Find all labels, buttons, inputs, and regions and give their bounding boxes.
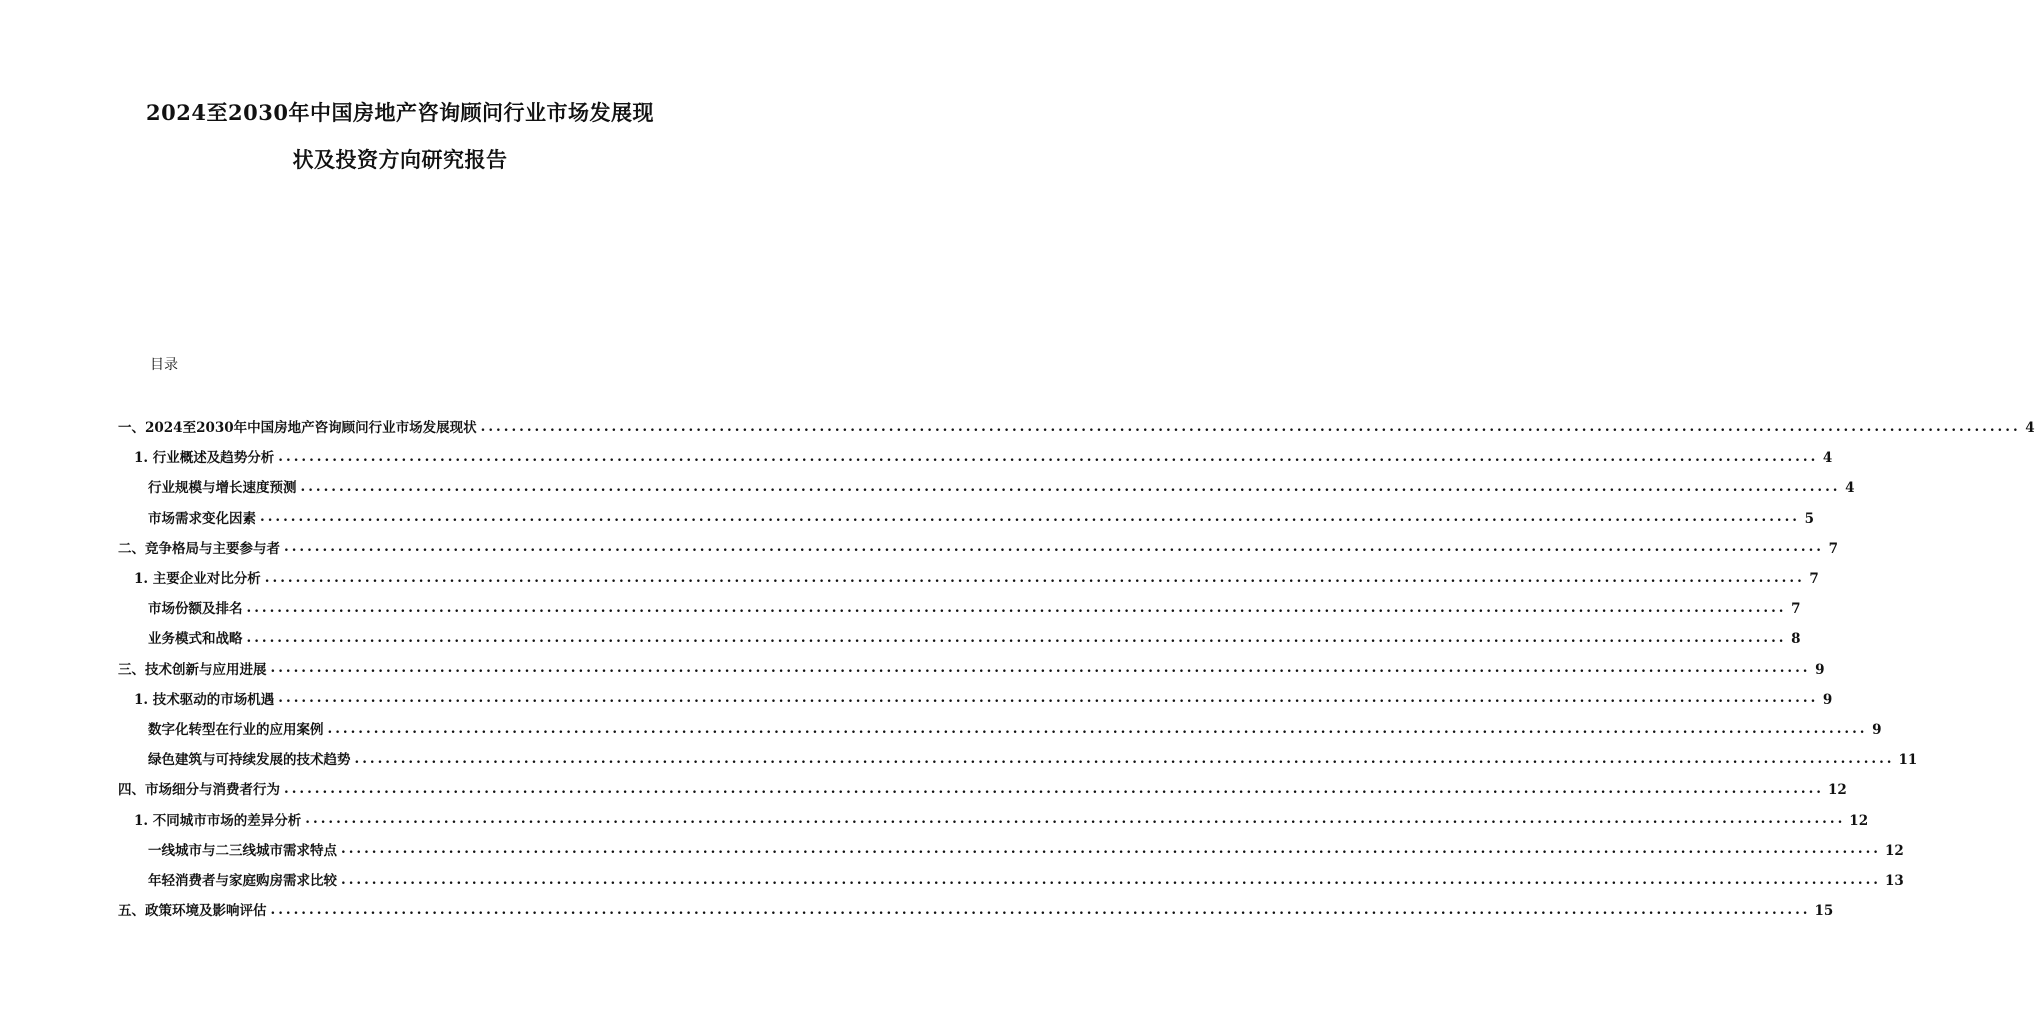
toc-entry-label: 一线城市与二三线城市需求特点 (148, 842, 337, 859)
toc-entry-page: 7 (1791, 601, 1801, 618)
toc-leader-dots: ........................................................................................................................................................................................................ (341, 841, 1881, 858)
toc-entry-page: 9 (1815, 661, 1825, 678)
toc-entry[interactable] (118, 535, 1838, 557)
toc-leader-dots: ........................................................................................................................................................................................................ (246, 629, 1787, 646)
toc-leader-dots: ........................................................................................................................................................................................................ (278, 448, 1819, 465)
toc-heading: 目录 (150, 357, 178, 373)
toc-leader-dots: ........................................................................................................................................................................................................ (354, 750, 1895, 767)
toc-entry[interactable] (134, 686, 1833, 708)
toc-entry-page: 9 (1872, 722, 1882, 738)
toc-entry[interactable] (148, 867, 1904, 889)
toc-entry[interactable] (148, 625, 1801, 648)
toc-leader-dots: ........................................................................................................................................................................................................ (260, 509, 1800, 526)
toc-entry[interactable] (148, 474, 1855, 497)
toc-entry[interactable] (148, 716, 1882, 738)
toc-entry-label: 数字化转型在行业的应用案例 (148, 722, 324, 738)
toc-entry-page: 4 (1845, 480, 1855, 497)
toc-entry-label: 五、政策环境及影响评估 (118, 903, 267, 920)
toc-entry-page: 4 (2025, 420, 2035, 436)
toc-leader-dots: ........................................................................................................................................................................................................ (327, 720, 1868, 737)
toc-entry-label: 1. 不同城市市场的差异分析 (134, 812, 302, 829)
toc-entry[interactable] (148, 746, 1918, 769)
toc-leader-dots: ........................................................................................................................................................................................................ (278, 690, 1819, 707)
toc-leader-dots: ........................................................................................................................................................................................................ (264, 569, 1805, 586)
toc-leader-dots: ........................................................................................................................................................................................................ (300, 478, 1841, 495)
toc-entry-page: 7 (1828, 540, 1838, 557)
toc-entry-label: 年轻消费者与家庭购房需求比较 (148, 873, 337, 889)
toc-entry[interactable] (134, 565, 1819, 587)
toc-entry-page: 13 (1885, 873, 1904, 889)
report-title-line-1: 2024至2030年中国房地产咨询顾问行业市场发展现 (146, 100, 654, 125)
toc-leader-dots: ........................................................................................................................................................................................................ (480, 418, 2021, 435)
toc-entry-page: 9 (1822, 691, 1833, 708)
toc-entry-label: 1. 行业概述及趋势分析 (134, 450, 275, 467)
toc-entry-label: 四、市场细分与消费者行为 (118, 782, 280, 799)
toc-leader-dots: ........................................................................................................................................................................................................ (270, 660, 1811, 677)
toc-leader-dots: ........................................................................................................................................................................................................ (341, 871, 1881, 888)
toc-entry-label: 一、2024至2030年中国房地产咨询顾问行业市场发展现状 (118, 420, 477, 436)
toc-entry-page: 15 (1814, 903, 1834, 920)
toc-entry-page: 11 (1898, 752, 1918, 769)
toc-entry-label: 1. 技术驱动的市场机遇 (134, 691, 275, 708)
toc-entry-label: 绿色建筑与可持续发展的技术趋势 (148, 752, 351, 769)
toc-leader-dots: ........................................................................................................................................................................................................ (270, 901, 1811, 918)
toc-leader-dots: ........................................................................................................................................................................................................ (284, 539, 1824, 556)
toc-leader-dots: ........................................................................................................................................................................................................ (305, 811, 1846, 828)
toc-entry[interactable] (148, 505, 1814, 527)
toc-entry[interactable] (118, 897, 1834, 920)
toc-entry-page: 4 (1822, 450, 1833, 467)
toc-entry-page: 5 (1804, 510, 1814, 527)
toc-entry-label: 市场需求变化因素 (148, 510, 256, 527)
toc-leader-dots: ........................................................................................................................................................................................................ (246, 599, 1787, 616)
toc-entry[interactable] (148, 595, 1801, 618)
toc-entry-page: 12 (1885, 842, 1904, 859)
toc-leader-dots: ........................................................................................................................................................................................................ (284, 780, 1824, 797)
toc-entry[interactable] (118, 414, 2035, 436)
toc-entry[interactable] (134, 444, 1833, 467)
toc-entry-page: 8 (1791, 631, 1801, 648)
toc-entry[interactable] (118, 776, 1847, 799)
toc-entry[interactable] (134, 807, 1869, 829)
toc-entry-label: 三、技术创新与应用进展 (118, 661, 267, 678)
toc-entry-label: 1. 主要企业对比分析 (134, 571, 261, 587)
toc-entry-label: 业务模式和战略 (148, 631, 243, 648)
toc-entry-page: 7 (1809, 571, 1819, 587)
toc-entry-page: 12 (1849, 812, 1869, 829)
toc-entry[interactable] (118, 656, 1825, 678)
toc-entry-page: 12 (1828, 782, 1847, 799)
toc-entry-label: 二、竞争格局与主要参与者 (118, 540, 280, 557)
report-title-line-2: 状及投资方向研究报告 (292, 147, 508, 172)
toc-entry-label: 行业规模与增长速度预测 (148, 480, 297, 497)
toc-entry-label: 市场份额及排名 (148, 601, 243, 618)
toc-entry[interactable] (148, 837, 1904, 859)
